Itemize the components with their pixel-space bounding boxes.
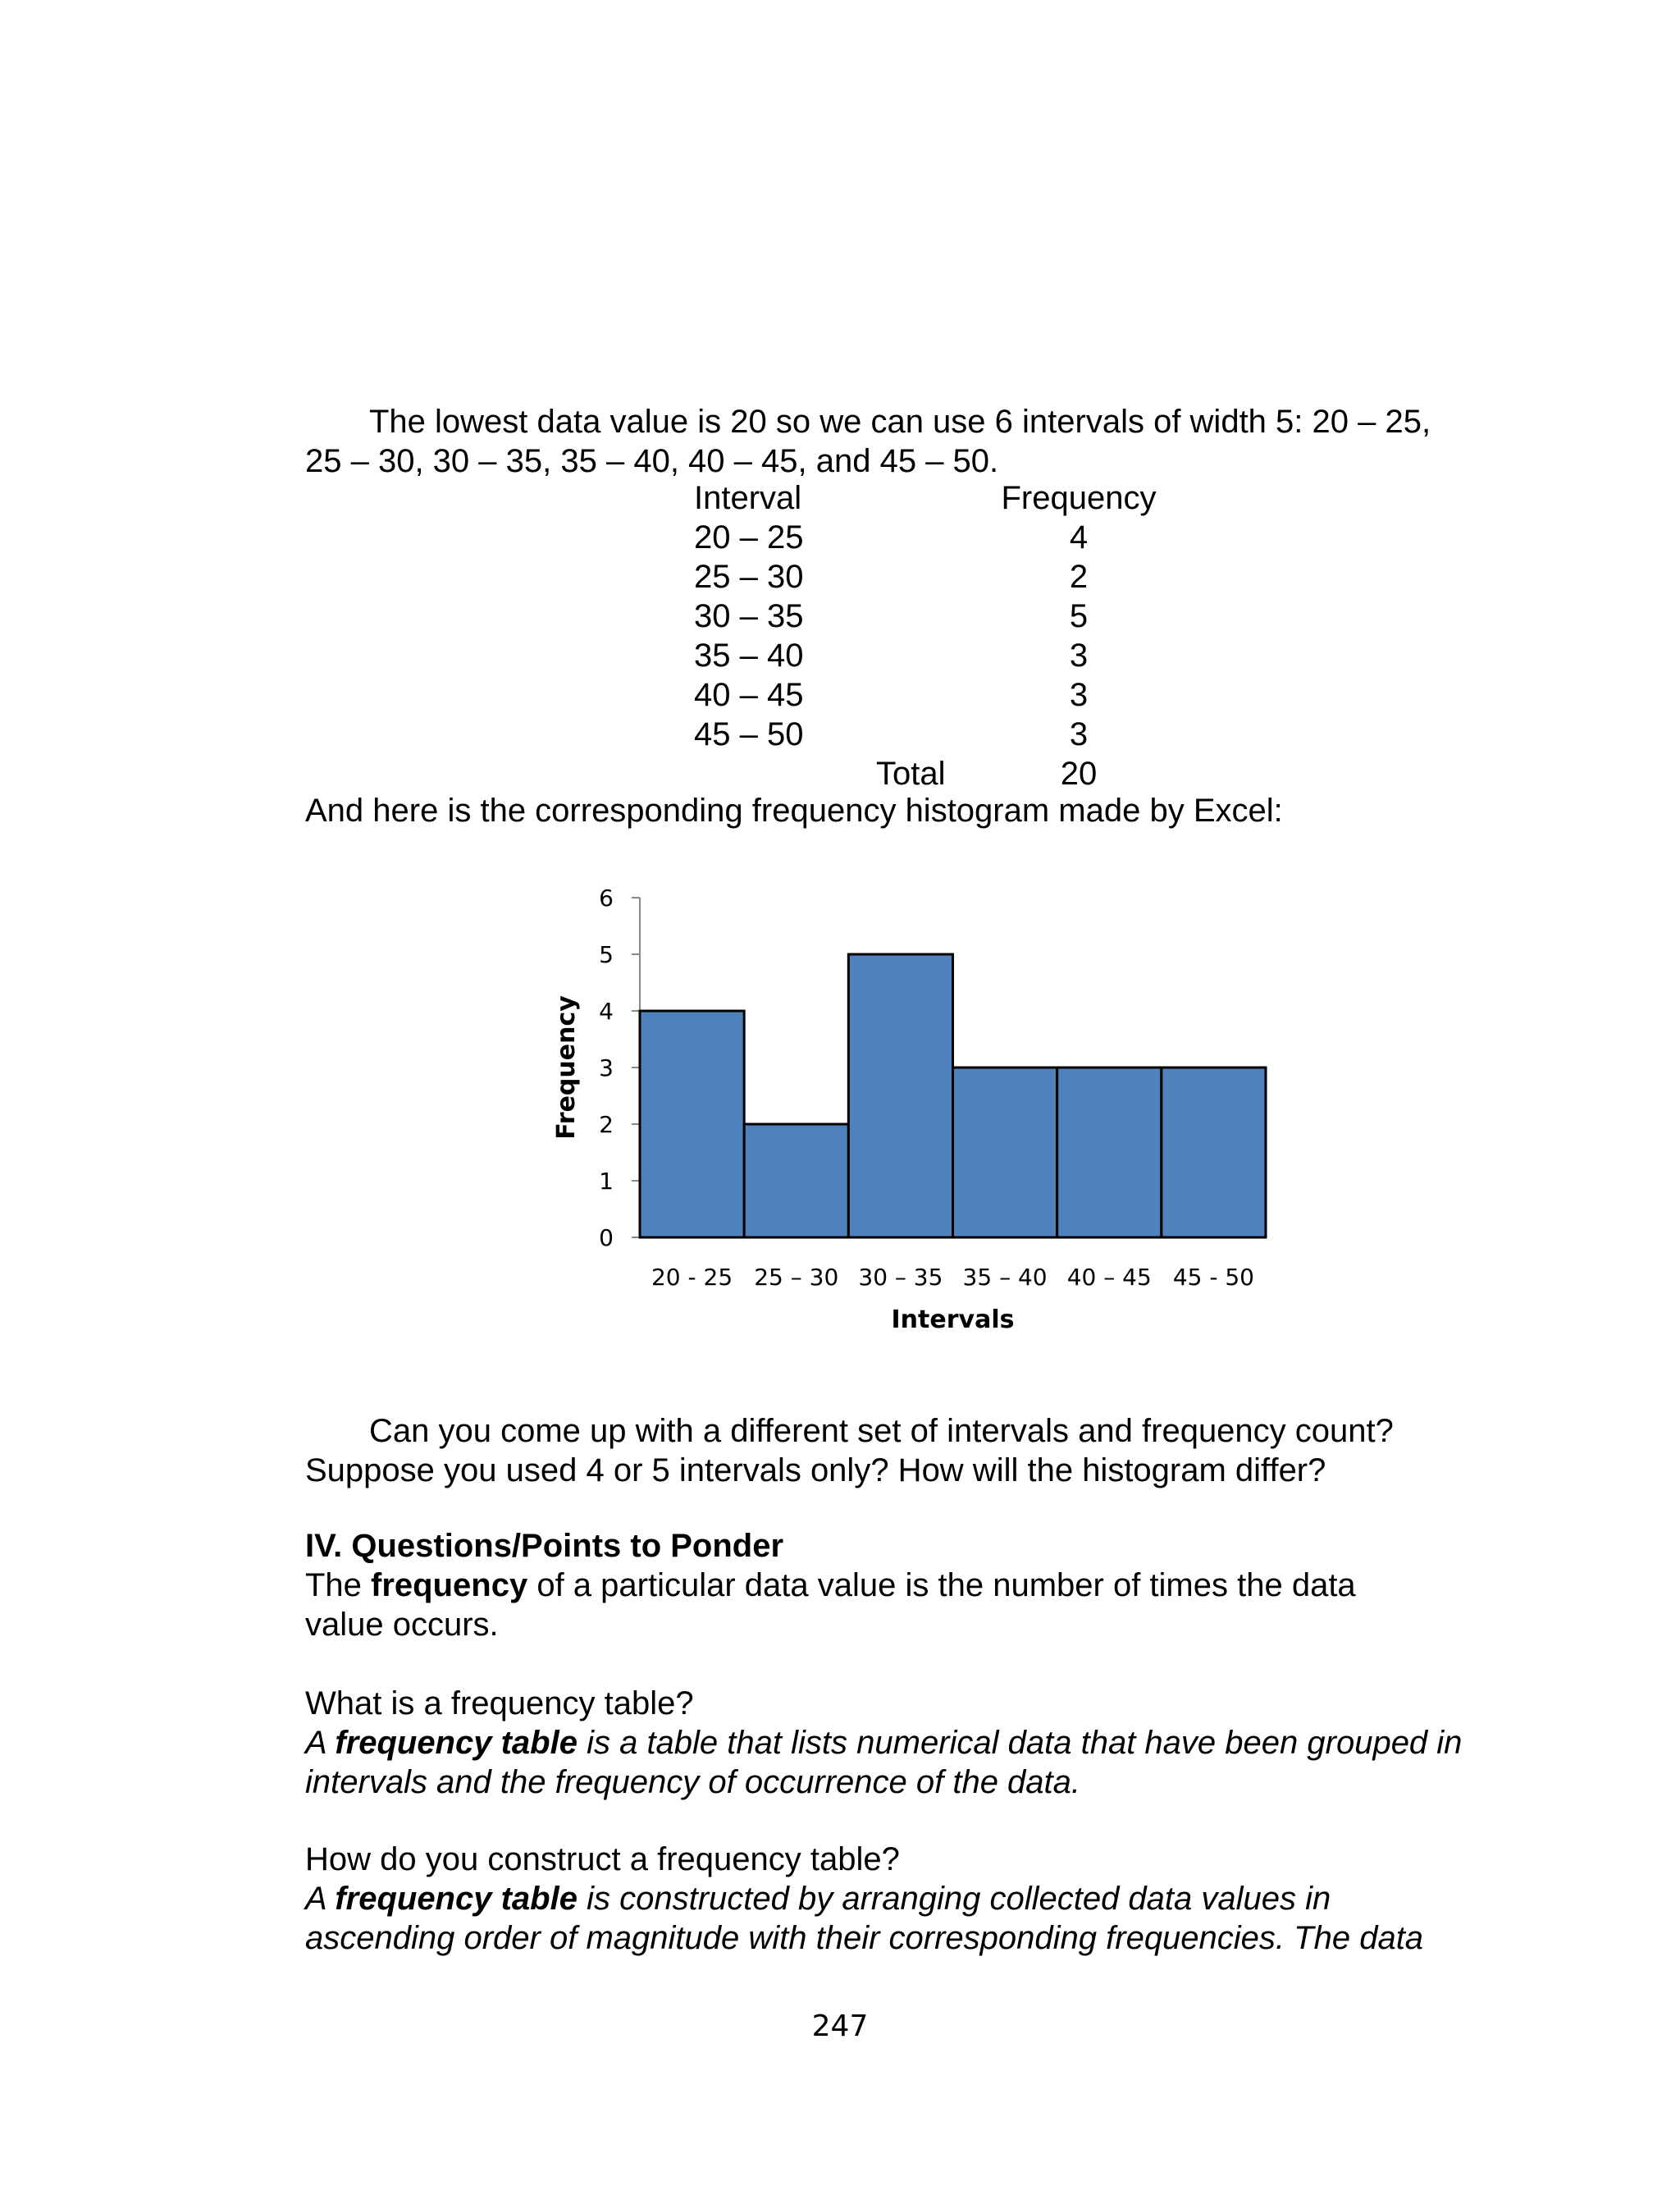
x-tick-label: 20 - 25	[651, 1264, 733, 1291]
x-tick-label: 30 – 35	[858, 1264, 943, 1291]
interval-cell: 35 – 40	[694, 638, 804, 674]
chart-bars	[640, 954, 1266, 1237]
answer-2-term: frequency table	[335, 1881, 578, 1917]
histogram-bar	[640, 1011, 744, 1237]
frequency-cell: 4	[1069, 519, 1089, 556]
frequency-cell: 3	[1069, 716, 1089, 752]
intro-line-1: The lowest data value is 20 so we can use 6 intervals of width 5: 20 – 25,	[369, 404, 1431, 440]
question-line-1: Can you come up with a different set of intervals and frequency count?	[369, 1413, 1394, 1449]
y-tick-label: 3	[599, 1054, 614, 1081]
page-number: 247	[811, 2009, 869, 2043]
interval-cell: 25 – 30	[694, 559, 804, 595]
answer-1-text: is a table that lists numerical data that have been grouped in intervals and the frequency of occurrence of the data.	[305, 1725, 1463, 1800]
question-2: How do you construct a frequency table?	[305, 1841, 900, 1877]
interval-cell: 20 – 25	[694, 519, 804, 556]
x-tick-label: 35 – 40	[962, 1264, 1048, 1291]
histogram-bar	[1162, 1068, 1266, 1237]
answer-2	[305, 1879, 1486, 1958]
y-tick-label: 5	[599, 941, 614, 968]
y-tick-label: 2	[599, 1111, 614, 1138]
histogram-intro: And here is the corresponding frequency histogram made by Excel:	[305, 793, 1283, 829]
interval-cell: 45 – 50	[694, 716, 804, 752]
question-paragraph	[305, 1411, 1478, 1490]
x-tick-label: 25 – 30	[754, 1264, 839, 1291]
header-frequency: Frequency	[1001, 480, 1157, 516]
histogram-bar	[953, 1068, 1057, 1237]
y-axis-title: Frequency	[552, 995, 581, 1140]
interval-cell: 30 – 35	[694, 598, 804, 634]
answer-1-prefix: A	[305, 1725, 336, 1761]
histogram-bar	[744, 1124, 848, 1237]
question-line-2: Suppose you used 4 or 5 intervals only? How will the histogram differ?	[305, 1452, 1326, 1488]
definition-prefix: The	[305, 1567, 372, 1603]
y-tick-label: 1	[599, 1168, 614, 1195]
header-interval: Interval	[694, 480, 802, 516]
answer-2-text: is constructed by arranging collected data values in ascending order of magnitude with their corresponding frequencies. The data	[305, 1881, 1424, 1956]
total-label: Total	[876, 756, 946, 792]
question-1: What is a frequency table?	[305, 1685, 694, 1721]
y-tick-label: 6	[599, 885, 614, 912]
y-tick-label: 0	[599, 1224, 614, 1251]
histogram-bar	[848, 954, 952, 1237]
histogram-bar	[1057, 1068, 1162, 1237]
answer-1-term: frequency table	[335, 1725, 578, 1761]
x-tick-label: 45 - 50	[1172, 1264, 1255, 1291]
answer-1	[305, 1723, 1486, 1802]
y-tick-label: 4	[599, 998, 614, 1025]
x-axis-title: Intervals	[891, 1305, 1015, 1334]
definition-term: frequency	[371, 1567, 528, 1603]
interval-cell: 40 – 45	[694, 677, 804, 713]
intro-line-2: 25 – 30, 30 – 35, 35 – 40, 40 – 45, and 45 – 50.	[305, 443, 999, 479]
frequency-cell: 3	[1069, 677, 1089, 713]
total-value: 20	[1060, 756, 1098, 792]
frequency-definition	[305, 1566, 1421, 1644]
frequency-cell: 2	[1069, 559, 1089, 595]
answer-2-prefix: A	[305, 1881, 336, 1917]
x-tick-label: 40 – 45	[1066, 1264, 1152, 1291]
frequency-cell: 5	[1069, 598, 1089, 634]
definition-text: of a particular data value is the number of times the data value occurs.	[305, 1567, 1356, 1643]
frequency-cell: 3	[1069, 638, 1089, 674]
section-heading: IV. Questions/Points to Ponder	[305, 1528, 784, 1564]
